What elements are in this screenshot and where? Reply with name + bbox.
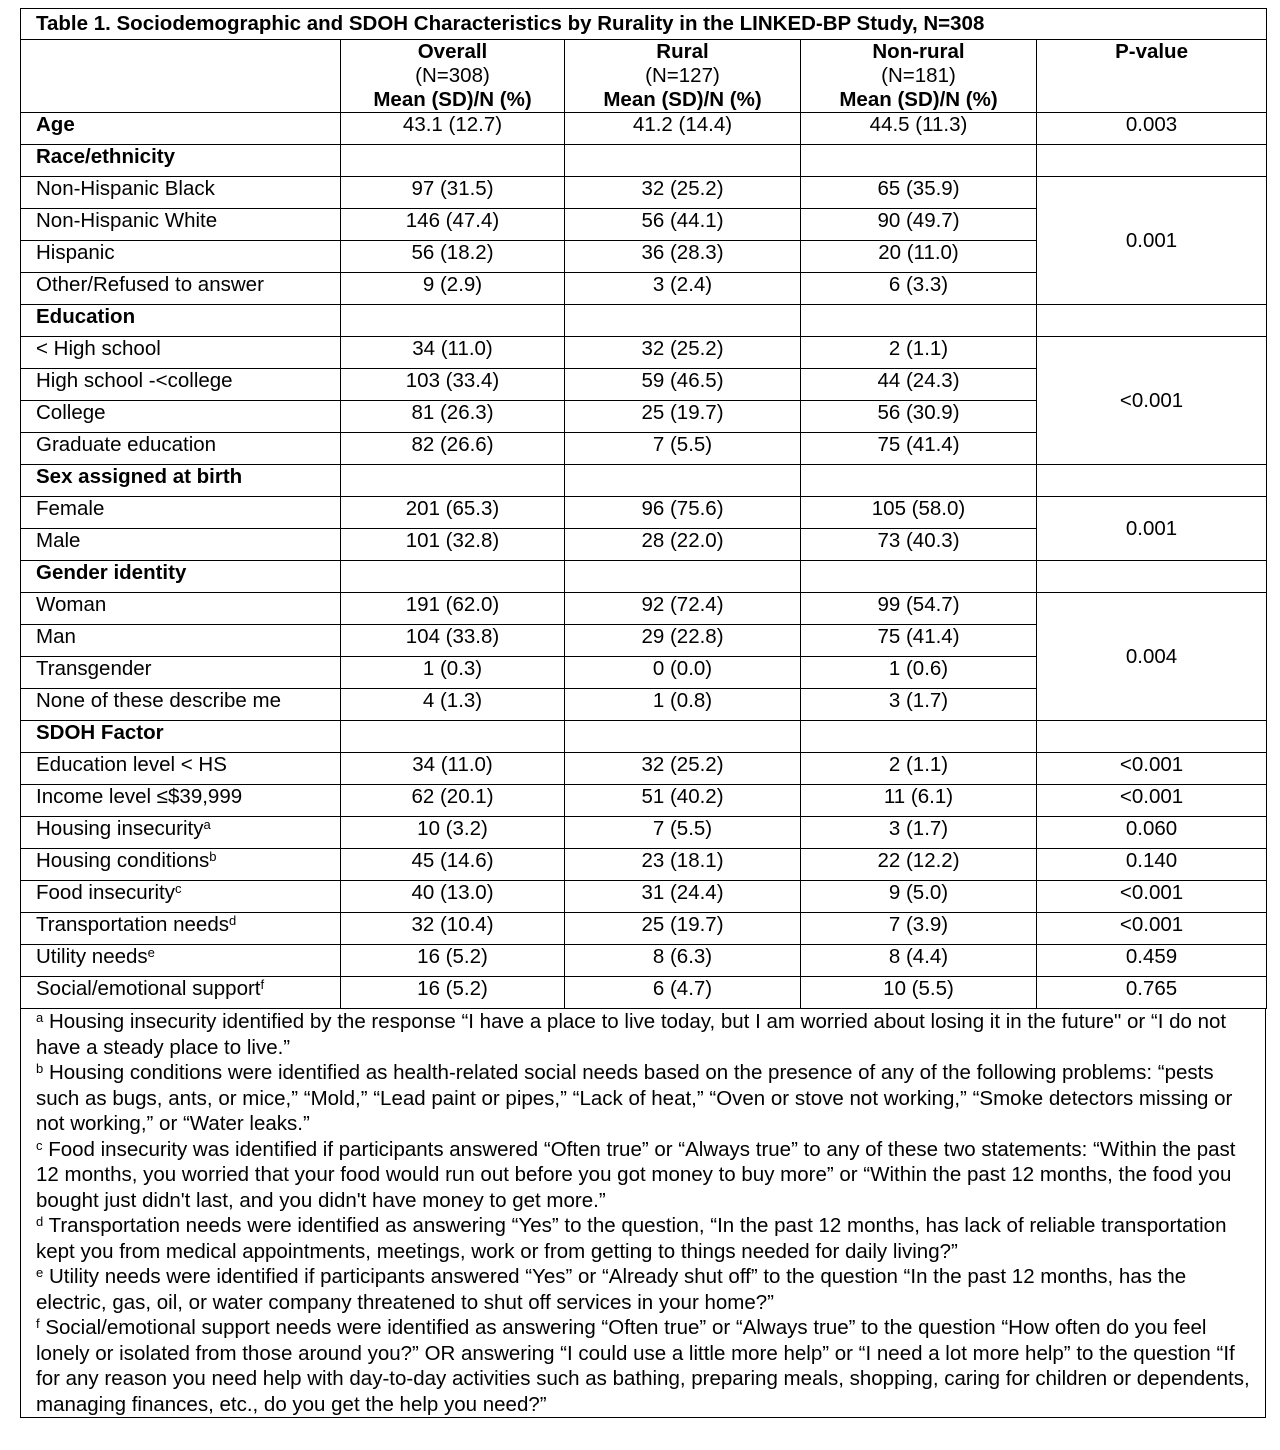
footnote xyxy=(36,1060,1257,1137)
footnote-text: Transportation needs were identified as answering “Yes” to the question, “In the past 12 months, has lack of reliable transportation kept you from medical appointments, meetings, work or from getting to things needed for daily living?” xyxy=(36,1214,1227,1263)
cell-rural: 36 (28.3) xyxy=(565,241,801,273)
cell-nonrural: 20 (11.0) xyxy=(801,241,1037,273)
table-row xyxy=(21,497,1267,529)
cell-overall: 101 (32.8) xyxy=(341,529,565,561)
cell-nonrural: 2 (1.1) xyxy=(801,337,1037,369)
footnote-mark: b xyxy=(36,1061,44,1076)
header-nonrural xyxy=(801,40,1037,113)
cell-overall: 34 (11.0) xyxy=(341,337,565,369)
row-label-text: Graduate education xyxy=(36,433,217,456)
row-label-text: College xyxy=(36,401,106,424)
cell-overall: 16 (5.2) xyxy=(341,977,565,1009)
row-label xyxy=(21,593,341,625)
cell-nonrural: 11 (6.1) xyxy=(801,785,1037,817)
sex-pvalue: 0.001 xyxy=(1037,497,1267,561)
empty-cell xyxy=(1037,145,1267,177)
table-row xyxy=(21,945,1267,977)
cell-overall: 1 (0.3) xyxy=(341,657,565,689)
cell-nonrural: 56 (30.9) xyxy=(801,401,1037,433)
cell-pvalue: 0.765 xyxy=(1037,977,1267,1009)
cell-overall: 4 (1.3) xyxy=(341,689,565,721)
cell-rural: 51 (40.2) xyxy=(565,785,801,817)
row-label-text: Housing insecurity xyxy=(36,817,204,840)
empty-cell xyxy=(565,145,801,177)
row-label-text: Transgender xyxy=(36,657,152,680)
cell-rural: 25 (19.7) xyxy=(565,913,801,945)
row-label-text: Woman xyxy=(36,593,107,616)
row-label-text: Education level < HS xyxy=(36,753,227,776)
cell-rural: 32 (25.2) xyxy=(565,177,801,209)
table-row xyxy=(21,593,1267,625)
cell-rural: 96 (75.6) xyxy=(565,497,801,529)
row-label-text: Female xyxy=(36,497,105,520)
cell-overall: 104 (33.8) xyxy=(341,625,565,657)
cell-rural: 8 (6.3) xyxy=(565,945,801,977)
header-row xyxy=(21,40,1267,113)
row-label-text: Food insecurity xyxy=(36,881,176,904)
row-label-text: Male xyxy=(36,529,81,552)
education-heading-row xyxy=(21,305,1267,337)
cell-rural: 29 (22.8) xyxy=(565,625,801,657)
cell-nonrural: 9 (5.0) xyxy=(801,881,1037,913)
empty-cell xyxy=(1037,305,1267,337)
cell-overall: 10 (3.2) xyxy=(341,817,565,849)
row-label-text: Utility needs xyxy=(36,945,148,968)
header-overall-stat: Mean (SD)/N (%) xyxy=(373,88,532,111)
empty-cell xyxy=(801,721,1037,753)
empty-cell xyxy=(565,465,801,497)
empty-cell xyxy=(565,561,801,593)
sdoh-heading-row xyxy=(21,721,1267,753)
cell-rural: 32 (25.2) xyxy=(565,753,801,785)
cell-nonrural: 1 (0.6) xyxy=(801,657,1037,689)
cell-rural: 28 (22.0) xyxy=(565,529,801,561)
empty-cell xyxy=(341,145,565,177)
empty-cell xyxy=(341,561,565,593)
cell-rural: 25 (19.7) xyxy=(565,401,801,433)
cell-nonrural: 8 (4.4) xyxy=(801,945,1037,977)
footnote-mark: e xyxy=(147,945,155,960)
row-label xyxy=(21,881,341,913)
age-overall: 43.1 (12.7) xyxy=(341,113,565,145)
cell-nonrural: 3 (1.7) xyxy=(801,689,1037,721)
header-overall-name: Overall xyxy=(417,40,488,63)
footnote xyxy=(36,1009,1257,1060)
footnote-text: Utility needs were identified if participants answered “Yes” or “Already shut off” to the question “In the past 12 months, has the electric, gas, oil, or water company threatened to shut off services in your home?” xyxy=(36,1265,1187,1314)
row-label xyxy=(21,817,341,849)
document xyxy=(20,8,1266,1418)
row-label xyxy=(21,753,341,785)
cell-overall: 9 (2.9) xyxy=(341,273,565,305)
sex-heading-row xyxy=(21,465,1267,497)
cell-overall: 56 (18.2) xyxy=(341,241,565,273)
row-label-text: Non-Hispanic White xyxy=(36,209,218,232)
cell-nonrural: 10 (5.5) xyxy=(801,977,1037,1009)
empty-cell xyxy=(1037,721,1267,753)
footnote-mark: a xyxy=(36,1010,44,1025)
table-row xyxy=(21,977,1267,1009)
empty-cell xyxy=(341,305,565,337)
cell-overall: 103 (33.4) xyxy=(341,369,565,401)
cell-rural: 7 (5.5) xyxy=(565,433,801,465)
footnote xyxy=(36,1315,1257,1417)
cell-pvalue: <0.001 xyxy=(1037,753,1267,785)
table-row xyxy=(21,177,1267,209)
cell-rural: 3 (2.4) xyxy=(565,273,801,305)
row-label-text: Income level ≤$39,999 xyxy=(36,785,243,808)
cell-rural: 6 (4.7) xyxy=(565,977,801,1009)
row-label xyxy=(21,657,341,689)
cell-nonrural: 2 (1.1) xyxy=(801,753,1037,785)
row-label xyxy=(21,913,341,945)
cell-rural: 23 (18.1) xyxy=(565,849,801,881)
age-row xyxy=(21,113,1267,145)
empty-cell xyxy=(801,465,1037,497)
row-label xyxy=(21,625,341,657)
cell-rural: 31 (24.4) xyxy=(565,881,801,913)
empty-cell xyxy=(341,721,565,753)
table-row xyxy=(21,849,1267,881)
row-label xyxy=(21,177,341,209)
cell-overall: 40 (13.0) xyxy=(341,881,565,913)
row-label xyxy=(21,689,341,721)
empty-cell xyxy=(1037,465,1267,497)
sex-heading: Sex assigned at birth xyxy=(21,465,341,497)
footnote-mark: f xyxy=(36,1316,40,1331)
footnote-mark: a xyxy=(203,817,211,832)
cell-pvalue: 0.140 xyxy=(1037,849,1267,881)
education-heading: Education xyxy=(21,305,341,337)
cell-overall: 97 (31.5) xyxy=(341,177,565,209)
header-pvalue xyxy=(1037,40,1267,113)
footnote-mark: c xyxy=(36,1137,43,1153)
table-row xyxy=(21,785,1267,817)
row-label-text: Social/emotional support xyxy=(36,977,261,1000)
header-overall xyxy=(341,40,565,113)
row-label xyxy=(21,497,341,529)
row-label-text: None of these describe me xyxy=(36,689,281,712)
footnote-mark: f xyxy=(260,977,265,992)
header-rural xyxy=(565,40,801,113)
age-nonrural: 44.5 (11.3) xyxy=(801,113,1037,145)
cell-nonrural: 22 (12.2) xyxy=(801,849,1037,881)
cell-pvalue: <0.001 xyxy=(1037,881,1267,913)
race-heading-row xyxy=(21,145,1267,177)
table-row xyxy=(21,817,1267,849)
header-nonrural-stat: Mean (SD)/N (%) xyxy=(839,88,998,111)
header-blank xyxy=(21,40,341,113)
cell-pvalue: <0.001 xyxy=(1037,785,1267,817)
gender-heading: Gender identity xyxy=(21,561,341,593)
row-label-text: Other/Refused to answer xyxy=(36,273,264,296)
gender-pvalue: 0.004 xyxy=(1037,593,1267,721)
row-label xyxy=(21,785,341,817)
row-label-text: Non-Hispanic Black xyxy=(36,177,215,200)
age-label: Age xyxy=(21,113,341,145)
table-row xyxy=(21,337,1267,369)
cell-nonrural: 105 (58.0) xyxy=(801,497,1037,529)
cell-overall: 62 (20.1) xyxy=(341,785,565,817)
footnote-text: Housing conditions were identified as health-related social needs based on the presence of any of the following problems: “pests such as bugs, ants, or mice,” “Mold,” “Lead paint or pipes,” “Lack of heat,” “Oven or stove not working,” “Smoke detectors missing or not working,” or “Water leaks.” xyxy=(36,1061,1233,1135)
cell-overall: 32 (10.4) xyxy=(341,913,565,945)
row-label-text: Housing conditions xyxy=(36,849,210,872)
header-nonrural-n: (N=181) xyxy=(881,64,956,87)
header-rural-n: (N=127) xyxy=(645,64,720,87)
footnote-mark: d xyxy=(228,913,237,928)
empty-cell xyxy=(801,561,1037,593)
row-label-text: High school -<college xyxy=(36,369,233,392)
cell-nonrural: 75 (41.4) xyxy=(801,625,1037,657)
age-rural: 41.2 (14.4) xyxy=(565,113,801,145)
row-label-text: Hispanic xyxy=(36,241,115,264)
cell-rural: 1 (0.8) xyxy=(565,689,801,721)
cell-rural: 56 (44.1) xyxy=(565,209,801,241)
empty-cell xyxy=(565,721,801,753)
empty-cell xyxy=(801,145,1037,177)
cell-nonrural: 99 (54.7) xyxy=(801,593,1037,625)
cell-rural: 32 (25.2) xyxy=(565,337,801,369)
table-title: Table 1. Sociodemographic and SDOH Characteristics by Rurality in the LINKED-BP Study, N=308 xyxy=(21,9,1267,40)
education-pvalue: <0.001 xyxy=(1037,337,1267,465)
table-row xyxy=(21,753,1267,785)
row-label xyxy=(21,945,341,977)
row-label xyxy=(21,401,341,433)
header-overall-n: (N=308) xyxy=(415,64,490,87)
row-label xyxy=(21,849,341,881)
footnote xyxy=(36,1137,1257,1214)
row-label xyxy=(21,977,341,1009)
cell-pvalue: <0.001 xyxy=(1037,913,1267,945)
footnote-mark: c xyxy=(175,881,182,896)
footnote xyxy=(36,1264,1257,1315)
sdoh-heading: SDOH Factor xyxy=(21,721,341,753)
row-label-text: Man xyxy=(36,625,76,648)
race-heading: Race/ethnicity xyxy=(21,145,341,177)
cell-overall: 82 (26.6) xyxy=(341,433,565,465)
footnote-mark: e xyxy=(36,1265,44,1280)
cell-rural: 59 (46.5) xyxy=(565,369,801,401)
header-rural-stat: Mean (SD)/N (%) xyxy=(603,88,762,111)
header-rural-name: Rural xyxy=(656,40,709,63)
cell-nonrural: 90 (49.7) xyxy=(801,209,1037,241)
cell-pvalue: 0.459 xyxy=(1037,945,1267,977)
age-pvalue: 0.003 xyxy=(1037,113,1267,145)
footnotes xyxy=(20,1009,1266,1418)
empty-cell xyxy=(1037,561,1267,593)
cell-rural: 92 (72.4) xyxy=(565,593,801,625)
row-label xyxy=(21,209,341,241)
cell-pvalue: 0.060 xyxy=(1037,817,1267,849)
cell-nonrural: 73 (40.3) xyxy=(801,529,1037,561)
cell-overall: 45 (14.6) xyxy=(341,849,565,881)
characteristics-table xyxy=(20,8,1267,1009)
cell-overall: 34 (11.0) xyxy=(341,753,565,785)
row-label-text: < High school xyxy=(36,337,161,360)
row-label xyxy=(21,241,341,273)
row-label xyxy=(21,337,341,369)
cell-overall: 16 (5.2) xyxy=(341,945,565,977)
empty-cell xyxy=(565,305,801,337)
footnote-text: Social/emotional support needs were identified as answering “Often true” or “Always true” to the question “How often do you feel lonely or isolated from those around you?” OR answering “I could use a little more help” or “I need a lot more help” to the question “If for any reason you need help with day-to-day activities such as bathing, preparing meals, shopping, caring for children or dependents, managing finances, etc., do you get the help you need?” xyxy=(36,1316,1250,1416)
header-pvalue-name: P-value xyxy=(1115,40,1188,63)
footnote-text: Food insecurity was identified if participants answered “Often true” or “Always true” to any of these two statements: “Within the past 12 months, you worried that your food would run out before you got money to buy more” or “Within the past 12 months, the food you bought just didn't last, and you didn't have money to get more.” xyxy=(36,1137,1236,1212)
empty-cell xyxy=(341,465,565,497)
table-row xyxy=(21,881,1267,913)
cell-nonrural: 44 (24.3) xyxy=(801,369,1037,401)
row-label xyxy=(21,369,341,401)
cell-overall: 191 (62.0) xyxy=(341,593,565,625)
cell-nonrural: 6 (3.3) xyxy=(801,273,1037,305)
gender-heading-row xyxy=(21,561,1267,593)
cell-rural: 7 (5.5) xyxy=(565,817,801,849)
row-label-text: Transportation needs xyxy=(36,913,229,936)
cell-nonrural: 75 (41.4) xyxy=(801,433,1037,465)
race-pvalue: 0.001 xyxy=(1037,177,1267,305)
cell-overall: 146 (47.4) xyxy=(341,209,565,241)
row-label xyxy=(21,529,341,561)
table-row xyxy=(21,913,1267,945)
row-label xyxy=(21,433,341,465)
cell-rural: 0 (0.0) xyxy=(565,657,801,689)
cell-overall: 81 (26.3) xyxy=(341,401,565,433)
cell-overall: 201 (65.3) xyxy=(341,497,565,529)
header-nonrural-name: Non-rural xyxy=(872,40,965,63)
footnote-mark: b xyxy=(209,849,217,864)
title-row xyxy=(21,9,1267,40)
footnote-mark: d xyxy=(36,1214,44,1229)
cell-nonrural: 7 (3.9) xyxy=(801,913,1037,945)
footnote-text: Housing insecurity identified by the response “I have a place to live today, but I am worried about losing it in the future" or “I do not have a steady place to live.” xyxy=(36,1010,1227,1059)
row-label xyxy=(21,273,341,305)
footnote xyxy=(36,1213,1257,1264)
cell-nonrural: 65 (35.9) xyxy=(801,177,1037,209)
empty-cell xyxy=(801,305,1037,337)
cell-nonrural: 3 (1.7) xyxy=(801,817,1037,849)
